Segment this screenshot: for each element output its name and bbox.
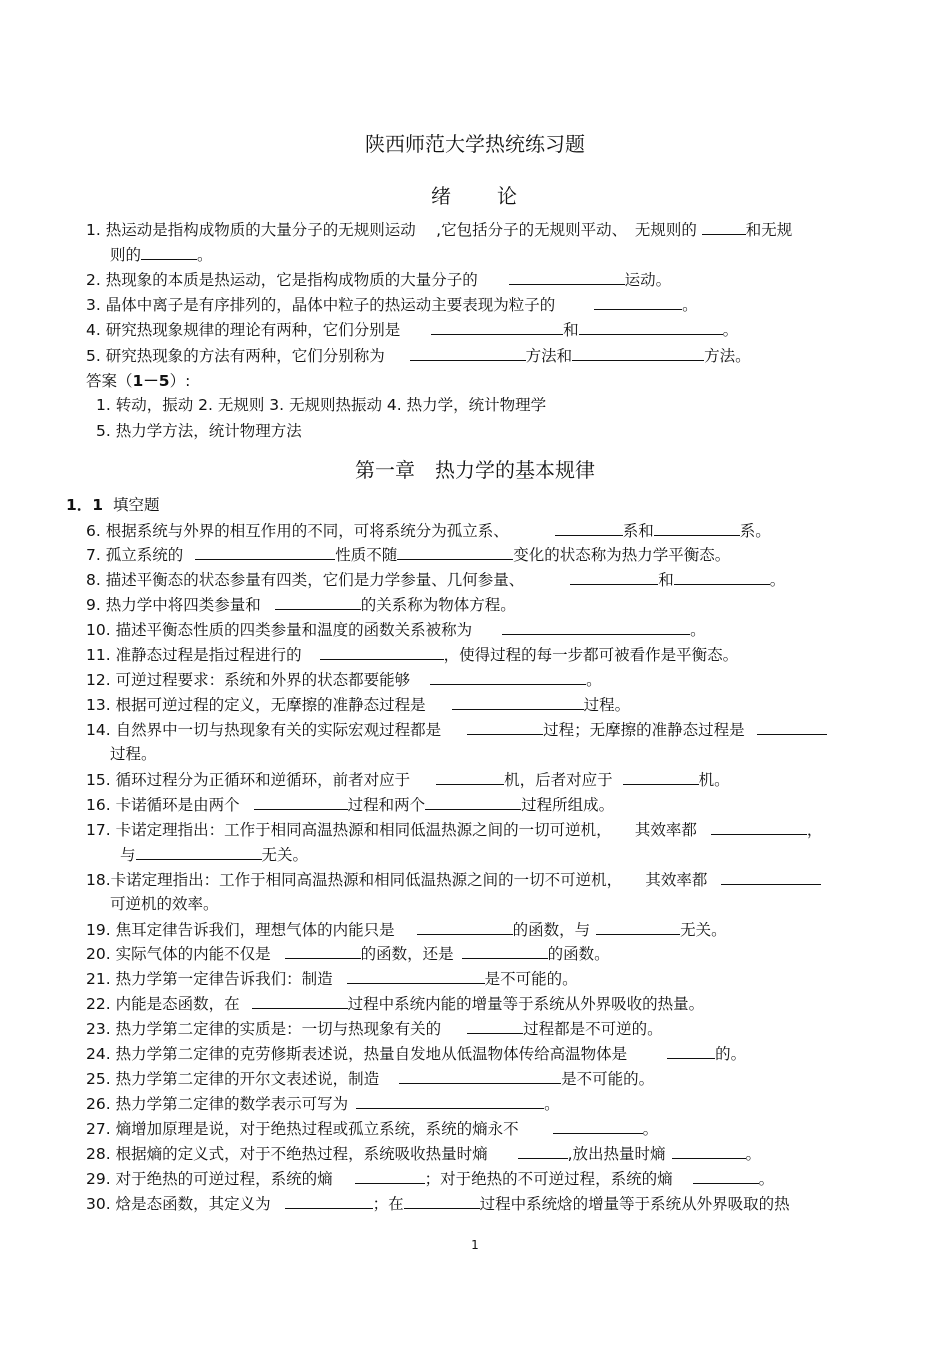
question-text: 过程；无摩擦的准静态过程是 — [543, 721, 745, 739]
question-text: 5. 研究热现象的方法有两种，它们分别称为 — [86, 347, 385, 365]
answer-blank — [467, 720, 543, 735]
question-text: 26. 热力学第二定律的数学表示可写为 — [86, 1095, 349, 1113]
question-20 — [86, 944, 610, 964]
question-text: 方法和 — [525, 347, 573, 365]
question-text: 过程和两个 — [347, 796, 426, 814]
question-text: 和无规 — [745, 221, 793, 239]
question-13 — [86, 695, 630, 715]
question-text: 19. 焦耳定律告诉我们，理想气体的内能只是 — [86, 921, 395, 939]
question-25 — [86, 1069, 654, 1089]
question-text: 。 — [745, 1145, 762, 1163]
answer-blank — [136, 845, 262, 860]
question-14 — [86, 720, 827, 740]
question-text: 12. 可逆过程要求：系统和外界的状态都要能够 — [86, 671, 411, 689]
question-26 — [86, 1094, 560, 1114]
question-text: 。 — [682, 296, 698, 314]
answer-blank — [195, 545, 335, 560]
question-text: 7. 孤立系统的 — [86, 546, 184, 564]
answer-blank — [674, 570, 770, 585]
question-text: 11. 准静态过程是指过程进行的 — [86, 646, 302, 664]
answer-blank — [404, 1194, 480, 1209]
question-text: 系。 — [739, 522, 771, 540]
question-text: 。 — [690, 621, 706, 639]
answer-blank — [623, 770, 699, 785]
question-16 — [86, 795, 614, 815]
question-text: ， — [806, 821, 823, 839]
question-15 — [86, 770, 730, 790]
section-label: 填空题 — [112, 496, 160, 514]
question-text: 。 — [642, 1120, 659, 1138]
question-text: 的。 — [715, 1045, 747, 1063]
answer-blank — [693, 1169, 759, 1184]
answers-label-close: ）: — [169, 372, 191, 390]
question-19 — [86, 920, 727, 940]
question-9 — [86, 595, 516, 615]
question-text: 8. 描述平衡态的状态参量有四类，它们是力学参量、几何参量、 — [86, 571, 525, 589]
answer-blank — [252, 994, 348, 1009]
question-text: ,放出热量时熵 — [567, 1145, 666, 1163]
answer-blank — [285, 944, 361, 959]
answer-blank — [572, 346, 704, 361]
question-text: ；对于绝热的不可逆过程，系统的熵 — [424, 1170, 673, 1188]
intro-question-4 — [86, 320, 738, 340]
document-title: 陕西师范大学热统练习题 — [365, 132, 585, 156]
question-text: 10. 描述平衡态性质的四类参量和温度的函数关系被称为 — [86, 621, 473, 639]
answer-blank — [431, 320, 563, 335]
answer-blank — [397, 545, 513, 560]
question-text: 27. 熵增加原理是说，对于绝热过程或孤立系统，系统的熵永不 — [86, 1120, 519, 1138]
section-number: 1．1 — [66, 496, 104, 514]
answer-blank — [570, 570, 658, 585]
answers-label — [86, 371, 190, 391]
answer-blank — [509, 270, 625, 285]
question-text: 21. 热力学第一定律告诉我们：制造 — [86, 970, 333, 988]
section-heading — [66, 495, 159, 515]
question-text: 的函数，还是 — [360, 945, 454, 963]
question-text: 17. 卡诺定理指出：工作于相同高温热源和相同低温热源之间的一切可逆机， 其效率都 — [86, 821, 697, 839]
question-text: 14. 自然界中一切与热现象有关的实际宏观过程都是 — [86, 721, 442, 739]
question-text: 是不可能的。 — [484, 970, 578, 988]
answer-blank — [347, 969, 485, 984]
answer-blank — [462, 944, 548, 959]
question-17 — [86, 820, 822, 840]
question-6 — [86, 521, 771, 541]
answer-blank — [553, 1119, 643, 1134]
intro-question-3 — [86, 295, 698, 315]
answer-blank — [436, 770, 504, 785]
answer-blank — [355, 1169, 425, 1184]
question-text: 的函数，与 — [512, 921, 591, 939]
question-11 — [86, 645, 738, 665]
question-text: ，使得过程的每一步都可被看作是平衡态。 — [443, 646, 739, 664]
question-text: 2. 热现象的本质是热运动，它是指构成物质的大量分子的 — [86, 271, 478, 289]
question-text: 22. 内能是态函数，在 — [86, 995, 240, 1013]
question-7 — [86, 545, 730, 565]
question-text: 28. 根据熵的定义式，对于不绝热过程，系统吸收热量时熵 — [86, 1145, 488, 1163]
answer-blank — [467, 1019, 523, 1034]
question-text: 机，后者对应于 — [504, 771, 613, 789]
question-text: 方法。 — [704, 347, 751, 365]
question-text: 的函数。 — [547, 945, 610, 963]
answers-line-2: 5. 热力学方法，统计物理方法 — [96, 422, 302, 440]
question-text: 3. 晶体中离子是有序排列的，晶体中粒子的热运动主要表现为粒子的 — [86, 296, 556, 314]
question-text: ；在 — [372, 1195, 404, 1213]
question-text: 。 — [544, 1095, 560, 1113]
question-text: 变化的状态称为热力学平衡态。 — [513, 546, 731, 564]
chapter-heading: 第一章 热力学的基本规律 — [355, 458, 595, 482]
answer-blank — [399, 1069, 561, 1084]
question-30 — [86, 1194, 790, 1214]
question-text: 和 — [563, 321, 579, 339]
question-text: 6. 根据系统与外界的相互作用的不同，可将系统分为孤立系、 — [86, 522, 509, 540]
question-28 — [86, 1144, 761, 1164]
page-number: 1 — [471, 1238, 479, 1252]
question-text: 25. 热力学第二定律的开尔文表述说，制造 — [86, 1070, 380, 1088]
answer-blank — [721, 870, 821, 885]
question-text: 。 — [586, 671, 602, 689]
question-text: 30. 焓是态函数，其定义为 — [86, 1195, 271, 1213]
question-text: 机。 — [698, 771, 730, 789]
question-21 — [86, 969, 578, 989]
question-text: 9. 热力学中将四类参量和 — [86, 596, 261, 614]
answer-blank — [555, 521, 623, 536]
question-text: 和 — [658, 571, 674, 589]
answers-line-1: 1. 转动，振动 2. 无规则 3. 无规则热振动 4. 热力学，统计物理学 — [96, 396, 547, 414]
question-text: 无关。 — [261, 846, 309, 864]
answer-blank — [285, 1194, 373, 1209]
answers-range: 1－5 — [132, 372, 170, 390]
answer-blank — [518, 1144, 568, 1159]
answer-blank — [425, 795, 521, 810]
answer-blank — [356, 1094, 544, 1109]
question-text: 13. 根据可逆过程的定义，无摩擦的准静态过程是 — [86, 696, 426, 714]
question-text: 16. 卡诺循环是由两个 — [86, 796, 240, 814]
answers-label-text: 答案（ — [86, 372, 133, 390]
answer-blank — [579, 320, 723, 335]
answer-blank — [320, 645, 444, 660]
intro-question-2 — [86, 270, 671, 290]
question-text: 运动。 — [624, 271, 672, 289]
question-text: 无关。 — [680, 921, 727, 939]
question-text: 过程中系统内能的增量等于系统从外界吸收的热量。 — [347, 995, 705, 1013]
question-text: 1. 热运动是指构成物质的大量分子的无规则运动 ,它包括分子的无规则平动、 无规则的 — [86, 221, 697, 239]
answer-blank — [672, 1144, 746, 1159]
answer-blank — [452, 695, 584, 710]
question-text: 。 — [758, 1170, 775, 1188]
answer-blank — [275, 595, 361, 610]
question-10 — [86, 620, 706, 640]
question-text: 。 — [769, 571, 786, 589]
answer-blank — [417, 920, 513, 935]
question-text: 23. 热力学第二定律的实质是：一切与热现象有关的 — [86, 1020, 442, 1038]
intro-heading: 绪 论 — [431, 184, 519, 208]
answer-blank — [667, 1044, 715, 1059]
question-text: 。 — [722, 321, 739, 339]
answer-blank — [254, 795, 348, 810]
question-text: 是不可能的。 — [561, 1070, 655, 1088]
question-text: 20. 实际气体的内能不仅是 — [86, 945, 271, 963]
answer-blank — [410, 346, 526, 361]
question-18-cont: 可逆机的效率。 — [110, 895, 219, 913]
question-17-cont — [120, 845, 308, 865]
intro-question-1-cont: 则的 。 — [110, 246, 213, 264]
answer-blank — [654, 521, 740, 536]
answer-blank — [430, 670, 586, 685]
answer-blank — [711, 820, 807, 835]
answer-blank — [141, 245, 197, 260]
question-text: 过程。 — [583, 696, 631, 714]
question-text: 的关系称为物体方程。 — [360, 596, 516, 614]
question-24 — [86, 1044, 746, 1064]
question-text: 4. 研究热现象规律的理论有两种，它们分别是 — [86, 321, 401, 339]
question-18 — [86, 870, 821, 890]
question-text: 18.卡诺定理指出：工作于相同高温热源和相同低温热源之间的一切不可逆机， 其效率都 — [86, 871, 708, 889]
question-12 — [86, 670, 602, 690]
question-14-cont: 过程。 — [110, 745, 157, 763]
answer-blank — [594, 295, 682, 310]
question-text: 与 — [120, 846, 136, 864]
question-text: 15. 循环过程分为正循环和逆循环，前者对应于 — [86, 771, 411, 789]
question-text: 过程都是不可逆的。 — [523, 1020, 663, 1038]
question-text: 系和 — [622, 522, 654, 540]
question-27 — [86, 1119, 658, 1139]
question-text: 过程所组成。 — [521, 796, 615, 814]
answer-blank — [757, 720, 827, 735]
question-29 — [86, 1169, 774, 1189]
question-text: 过程中系统焓的增量等于系统从外界吸取的热 — [479, 1195, 790, 1213]
intro-question-1 — [86, 220, 792, 240]
answer-blank — [596, 920, 680, 935]
question-text: 则的 — [110, 246, 142, 264]
question-22 — [86, 994, 704, 1014]
question-text: 29. 对于绝热的可逆过程，系统的熵 — [86, 1170, 333, 1188]
answer-blank — [502, 620, 690, 635]
question-8 — [86, 570, 785, 590]
question-23 — [86, 1019, 663, 1039]
question-text: 24. 热力学第二定律的克劳修斯表述说，热量自发地从低温物体传给高温物体是 — [86, 1045, 628, 1063]
answer-blank — [702, 220, 746, 235]
question-text: 性质不随 — [335, 546, 398, 564]
intro-question-5 — [86, 346, 751, 366]
